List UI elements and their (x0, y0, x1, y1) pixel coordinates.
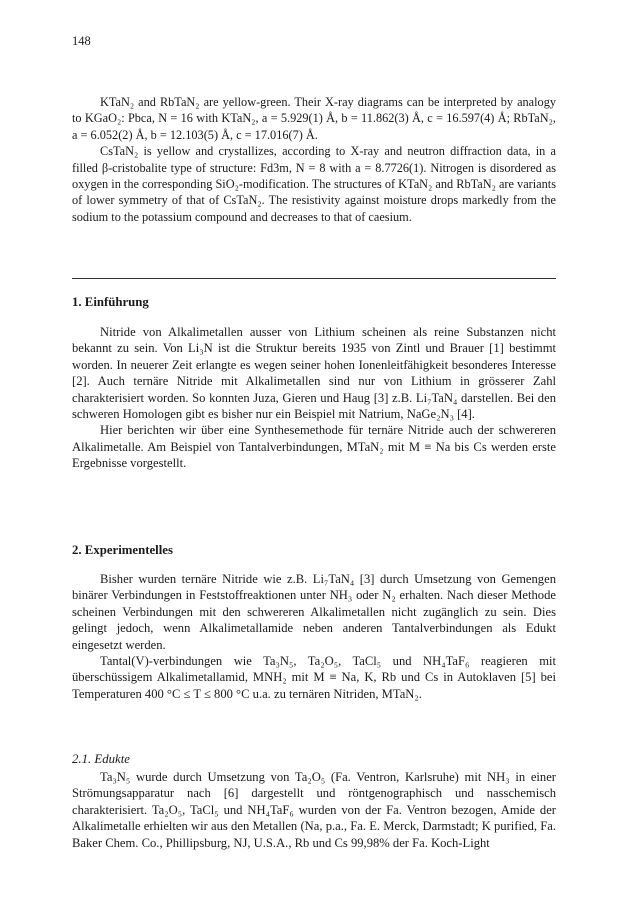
section-introduction (72, 294, 556, 310)
subsection-educts-body (72, 769, 556, 851)
subsection-heading: 2.1. Edukte (72, 752, 130, 766)
paragraph: Tantal(V)-verbindungen wie Ta₃N₅, Ta₂O₅, TaCl₅ und NH₄TaF₆ reagieren mit überschüssigem Alkalimetallamid, MNH₂ mit M ≡ Na, K, Rb und Cs in Autoklaven [5] bei Temperaturen 400 °C ≤ T ≤ 800 °C u.a. zu ternären Nitriden, MTaN₂. (72, 654, 556, 701)
subsection-educts (72, 751, 556, 767)
abstract-paragraph-2: CsTaN₂ is yellow and crystallizes, according to X-ray and neutron diffraction data, in a filled β-cristobalite type of structure: Fd3m, N = 8 with a = 8.7726(1). Nitrogen is disordered as oxygen in the corresponding SiO₂-modification. The structures of KTaN₂ and RbTaN₂ are variants of lower symmetry of that of CsTaN₂. The resistivity against moisture drops markedly from the sodium to the potassium compound and decreases to that of caesium. (72, 144, 556, 224)
section-experimental (72, 542, 556, 558)
paragraph: Ta₃N₅ wurde durch Umsetzung von Ta₂O₅ (Fa. Ventron, Karlsruhe) mit NH₃ in einer Strömungsapparatur nach [6] dargestellt und röntgenographisch und nasschemisch charakterisiert. Ta₂O₅, TaCl₅ und NH₄TaF₆ wurden von der Fa. Ventron bezogen, Amide der Alkalimetalle erhielten wir aus den Metallen (Na, p.a., Fa. E. Merck, Darmstadt; K purified, Fa. Baker Chem. Co., Phillipsburg, NJ, U.S.A., Rb und Cs 99,98% der Fa. Koch-Light (72, 770, 556, 850)
section-heading: 2. Experimentelles (72, 543, 173, 557)
section-introduction-body (72, 324, 556, 472)
section-experimental-body (72, 571, 556, 702)
paragraph: Bisher wurden ternäre Nitride wie z.B. Li₇TaN₄ [3] durch Umsetzung von Gemengen binärer Verbindungen in Feststoffreaktionen unter NH₃ oder N₂ erhalten. Nach dieser Methode scheinen Verbindungen mit den schwereren Alkalimetallen nicht zugänglich zu sein. Dies gelingt jedoch, wenn Alkalimetallamide neben anderen Tantalverbindungen als Edukt eingesetzt werden. (72, 572, 556, 652)
paragraph: Nitride von Alkalimetallen ausser von Lithium scheinen als reine Substanzen nicht bekannt zu sein. Von Li₃N ist die Struktur bereits 1935 von Zintl und Brauer [1] bestimmt worden. In neuerer Zeit erlangte es wegen seiner hohen Ionenleitfähigkeit besonderes Interesse [2]. Auch ternäre Nitride mit Alkalimetallen sind nur von Lithium in grösserer Zahl charakterisiert worden. So konnten Juza, Gieren und Haug [3] z.B. Li₇TaN₄ darstellen. Bei den schweren Homologen gibt es bisher nur ein Beispiel mit Natrium, NaGe₂N₃ [4]. (72, 325, 556, 422)
abstract-divider (72, 278, 556, 279)
abstract (72, 94, 556, 225)
abstract-paragraph-1: KTaN₂ and RbTaN₂ are yellow-green. Their X-ray diagrams can be interpreted by analogy to KGaO₂: Pbca, N = 16 with KTaN₂, a = 5.929(1) Å, b = 11.862(3) Å, c = 16.597(4) Å; RbTaN₂, a = 6.052(2) Å, b = 12.103(5) Å, c = 17.016(7) Å. (72, 95, 556, 142)
section-heading: 1. Einführung (72, 295, 149, 309)
page-number: 148 (72, 34, 91, 48)
paragraph: Hier berichten wir über eine Synthesemethode für ternäre Nitride auch der schwereren Alkalimetalle. Am Beispiel von Tantalverbindungen, MTaN₂ mit M ≡ Na bis Cs werden erste Ergebnisse vorgestellt. (72, 423, 556, 471)
